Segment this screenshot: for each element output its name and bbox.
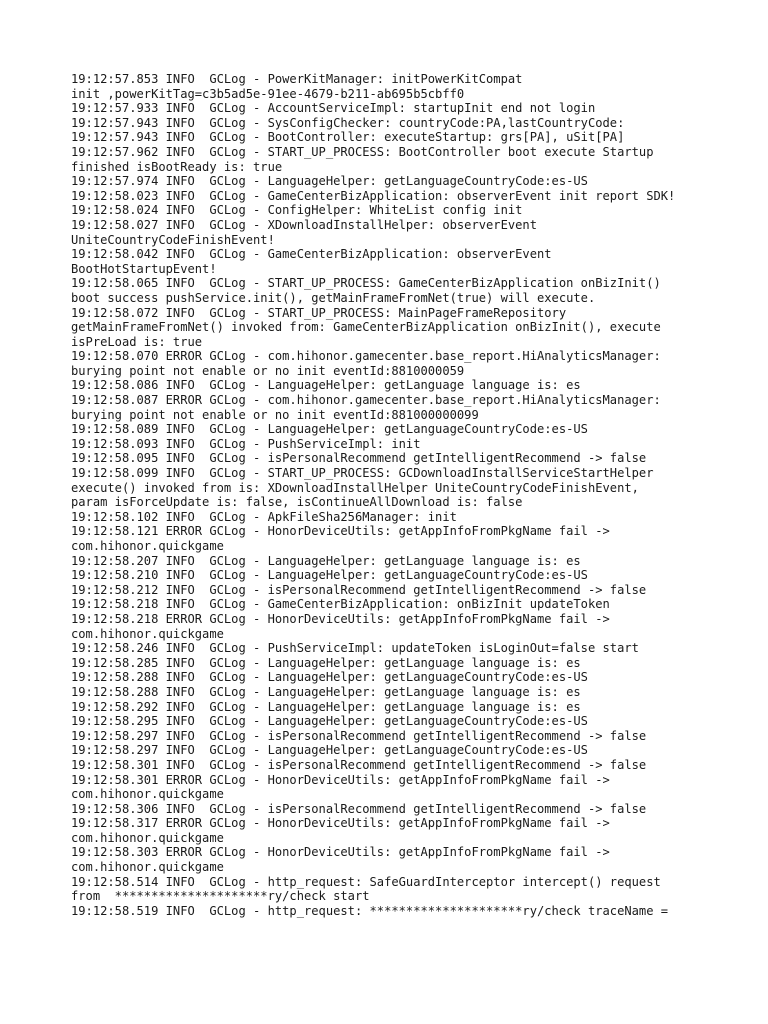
log-line: 19:12:57.974 INFO GCLog - LanguageHelper: getLanguageCountryCode:es-US — [71, 174, 588, 189]
log-line: 19:12:58.207 INFO GCLog - LanguageHelper: getLanguage language is: es — [71, 553, 581, 568]
log-line: param isForceUpdate is: false, isContinueAllDownload is: false — [71, 495, 523, 510]
log-line: 19:12:58.306 INFO GCLog - isPersonalRecommend getIntelligentRecommend -> false — [71, 801, 647, 816]
log-line: 19:12:58.087 ERROR GCLog - com.hihonor.gamecenter.base_report.HiAnalyticsManager: — [71, 393, 661, 408]
log-line: com.hihonor.quickgame — [71, 830, 224, 845]
log-line: 19:12:58.218 ERROR GCLog - HonorDeviceUtils: getAppInfoFromPkgName fail -> — [71, 611, 610, 626]
log-line: isPreLoad is: true — [71, 334, 203, 349]
log-line: BootHotStartupEvent! — [71, 261, 217, 276]
log-line: com.hihonor.quickgame — [71, 787, 224, 802]
log-line: 19:12:58.065 INFO GCLog - START_UP_PROCESS: GameCenterBizApplication onBizInit() — [71, 276, 661, 291]
log-line: 19:12:58.301 INFO GCLog - isPersonalRecommend getIntelligentRecommend -> false — [71, 757, 647, 772]
log-document — [71, 72, 711, 918]
log-line: 19:12:58.285 INFO GCLog - LanguageHelper: getLanguage language is: es — [71, 655, 581, 670]
log-line: 19:12:58.023 INFO GCLog - GameCenterBizApplication: observerEvent init report SDK! — [71, 188, 676, 203]
log-line: 19:12:58.246 INFO GCLog - PushServiceImpl: updateToken isLoginOut=false start — [71, 641, 639, 656]
log-line: 19:12:58.317 ERROR GCLog - HonorDeviceUtils: getAppInfoFromPkgName fail -> — [71, 816, 610, 831]
log-line: execute() invoked from is: XDownloadInstallHelper UniteCountryCodeFinishEvent, — [71, 480, 639, 495]
log-line: 19:12:58.218 INFO GCLog - GameCenterBizApplication: onBizInit updateToken — [71, 597, 610, 612]
log-line: 19:12:58.089 INFO GCLog - LanguageHelper: getLanguageCountryCode:es-US — [71, 422, 588, 437]
log-line: 19:12:58.093 INFO GCLog - PushServiceImpl: init — [71, 436, 421, 451]
log-line: 19:12:58.042 INFO GCLog - GameCenterBizApplication: observerEvent — [71, 247, 552, 262]
log-line: 19:12:57.962 INFO GCLog - START_UP_PROCESS: BootController boot execute Startup — [71, 144, 654, 159]
log-line: burying point not enable or no init eventId:881000000099 — [71, 407, 479, 422]
log-line: 19:12:58.070 ERROR GCLog - com.hihonor.gamecenter.base_report.HiAnalyticsManager: — [71, 349, 661, 364]
log-line: 19:12:58.099 INFO GCLog - START_UP_PROCESS: GCDownloadInstallServiceStartHelper — [71, 466, 654, 481]
log-line: 19:12:57.853 INFO GCLog - PowerKitManager: initPowerKitCompat — [71, 72, 523, 86]
log-line: UniteCountryCodeFinishEvent! — [71, 232, 275, 247]
log-line: 19:12:58.086 INFO GCLog - LanguageHelper: getLanguage language is: es — [71, 378, 581, 393]
log-line: 19:12:58.210 INFO GCLog - LanguageHelper: getLanguageCountryCode:es-US — [71, 568, 588, 583]
log-line: 19:12:58.303 ERROR GCLog - HonorDeviceUtils: getAppInfoFromPkgName fail -> — [71, 845, 610, 860]
log-line: 19:12:58.297 INFO GCLog - isPersonalRecommend getIntelligentRecommend -> false — [71, 728, 647, 743]
log-line: 19:12:58.027 INFO GCLog - XDownloadInstallHelper: observerEvent — [71, 217, 537, 232]
log-line: 19:12:57.933 INFO GCLog - AccountServiceImpl: startupInit end not login — [71, 101, 596, 116]
log-line: 19:12:58.519 INFO GCLog - http_request: *********************ry/check traceName = — [71, 903, 669, 918]
log-line: init ,powerKitTag=c3b5ad5e-91ee-4679-b211-ab695b5cbff0 — [71, 86, 465, 101]
log-line: 19:12:58.212 INFO GCLog - isPersonalRecommend getIntelligentRecommend -> false — [71, 582, 647, 597]
log-line: getMainFrameFromNet() invoked from: GameCenterBizApplication onBizInit(), execute — [71, 320, 661, 335]
log-line: 19:12:58.292 INFO GCLog - LanguageHelper: getLanguage language is: es — [71, 699, 581, 714]
log-line: 19:12:58.121 ERROR GCLog - HonorDeviceUtils: getAppInfoFromPkgName fail -> — [71, 524, 610, 539]
log-line: 19:12:57.943 INFO GCLog - BootController: executeStartup: grs[PA], uSit[PA] — [71, 130, 625, 145]
log-line: 19:12:58.295 INFO GCLog - LanguageHelper: getLanguageCountryCode:es-US — [71, 714, 588, 729]
log-line: com.hihonor.quickgame — [71, 860, 224, 875]
log-line: 19:12:58.288 INFO GCLog - LanguageHelper: getLanguage language is: es — [71, 684, 581, 699]
log-line: com.hihonor.quickgame — [71, 626, 224, 641]
log-line: 19:12:57.943 INFO GCLog - SysConfigChecker: countryCode:PA,lastCountryCode: — [71, 115, 625, 130]
log-line: finished isBootReady is: true — [71, 159, 283, 174]
log-line: 19:12:58.301 ERROR GCLog - HonorDeviceUtils: getAppInfoFromPkgName fail -> — [71, 772, 610, 787]
log-line: 19:12:58.297 INFO GCLog - LanguageHelper: getLanguageCountryCode:es-US — [71, 743, 588, 758]
log-line: com.hihonor.quickgame — [71, 539, 224, 553]
log-line: burying point not enable or no init eventId:8810000059 — [71, 363, 465, 378]
log-line: 19:12:58.514 INFO GCLog - http_request: SafeGuardInterceptor intercept() request — [71, 874, 661, 889]
log-line: boot success pushService.init(), getMainFrameFromNet(true) will execute. — [71, 290, 596, 305]
log-line: from *********************ry/check start — [71, 889, 370, 904]
log-line: 19:12:58.072 INFO GCLog - START_UP_PROCESS: MainPageFrameRepository — [71, 305, 567, 320]
log-line: 19:12:58.102 INFO GCLog - ApkFileSha256Manager: init — [71, 509, 457, 524]
log-line: 19:12:58.095 INFO GCLog - isPersonalRecommend getIntelligentRecommend -> false — [71, 451, 647, 466]
log-line: 19:12:58.288 INFO GCLog - LanguageHelper: getLanguageCountryCode:es-US — [71, 670, 588, 685]
log-line: 19:12:58.024 INFO GCLog - ConfigHelper: WhiteList config init — [71, 203, 523, 218]
